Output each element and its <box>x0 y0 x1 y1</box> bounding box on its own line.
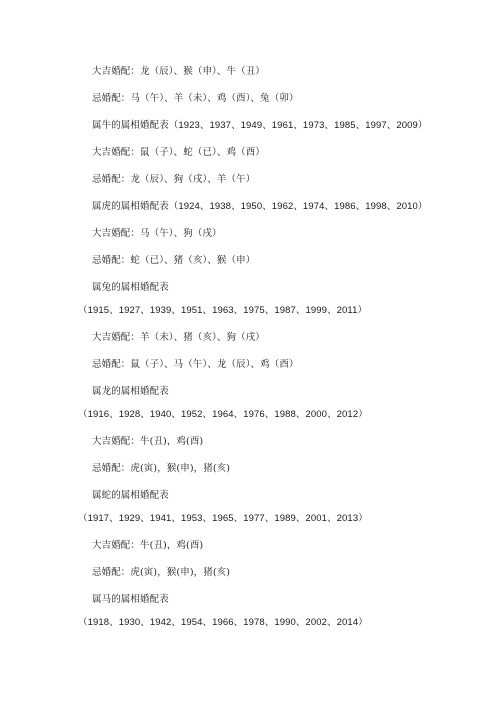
heading-snake-match-table: 属蛇的属相婚配表 <box>92 490 169 501</box>
text-line-avoid-match-4: 忌婚配：鼠（子）、马（午）、龙（辰）、鸡（酉） <box>92 359 299 370</box>
text-line-avoid-match-3: 忌婚配：蛇（已）、猪（亥）、猴（申） <box>92 255 256 266</box>
heading-tiger-match-table: 属虎的属相婚配表（1924、1938、1950、1962、1974、1986、1998、2010） <box>92 201 428 212</box>
text-line-dragon-years: （1916、1928、1940、1952、1964、1976、1988、2000、2012） <box>78 409 368 420</box>
text-line-great-match-1: 大吉婚配：龙（辰）、猴（申）、牛（丑） <box>92 66 265 77</box>
text-line-avoid-match-1: 忌婚配：马（午）、羊（未）、鸡（酉）、兔（卯） <box>92 93 299 104</box>
heading-dragon-match-table: 属龙的属相婚配表 <box>92 386 169 397</box>
text-line-great-match-2: 大吉婚配：鼠（子）、蛇（已）、鸡（酉） <box>92 147 265 158</box>
heading-rabbit-match-table: 属兔的属相婚配表 <box>92 282 169 293</box>
text-line-avoid-match-6: 忌婚配：虎(寅)，猴(申)，猪(亥) <box>92 567 231 578</box>
text-line-avoid-match-2: 忌婚配：龙（辰）、狗（戌）、羊（午） <box>92 174 256 185</box>
text-line-great-match-6: 大吉婚配：牛(丑)，鸡(酉) <box>92 540 204 551</box>
text-line-rabbit-years: （1915、1927、1939、1951、1963、1975、1987、1999、2011） <box>78 305 368 316</box>
text-line-great-match-3: 大吉婚配：马（午）、狗（戌） <box>92 228 222 239</box>
text-line-great-match-4: 大吉婚配：羊（未）、猪（亥）、狗（戌） <box>92 332 265 343</box>
heading-horse-match-table: 属马的属相婚配表 <box>92 594 169 605</box>
text-line-avoid-match-5: 忌婚配：虎(寅)，猴(申)，猪(亥) <box>92 463 231 474</box>
heading-ox-match-table: 属牛的属相婚配表（1923、1937、1949、1961、1973、1985、1997、2009） <box>92 120 428 131</box>
text-line-horse-years: （1918、1930、1942、1954、1966、1978、1990、2002、2014） <box>78 617 368 628</box>
text-line-great-match-5: 大吉婚配：牛(丑)，鸡(酉) <box>92 436 204 447</box>
text-line-snake-years: （1917、1929、1941、1953、1965、1977、1989、2001、2013） <box>78 513 368 524</box>
